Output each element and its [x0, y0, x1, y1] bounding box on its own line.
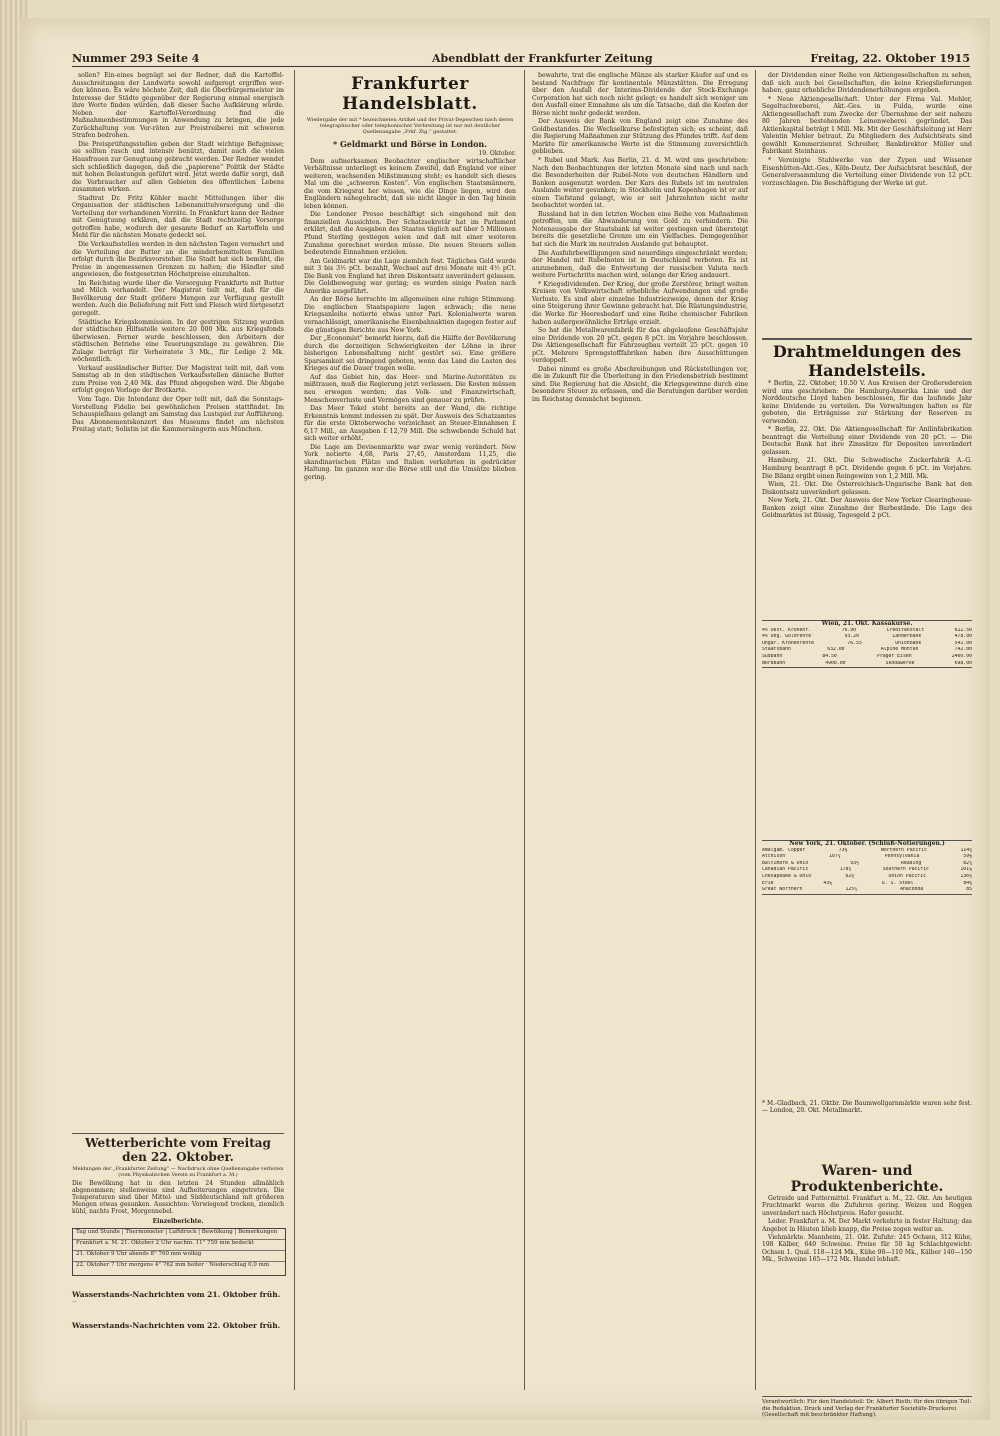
security-name: Baltimore & Ohio	[762, 860, 809, 866]
section-divider	[72, 1133, 284, 1134]
security-price: 4900.00	[825, 660, 846, 666]
article-paragraph: Russland hat in den letzten Wochen eine Reihe von Maßnahmen getroffen, um die Abwanderung von Gold zu verhindern. Die Notenausgabe der Staatsbank ist weiter gestiegen und übersteigt bereits die gesetzliche Grenze um ein Vielfaches. Demgegenüber hat sich die Mark im neutralen Auslande gut behauptet.	[532, 210, 748, 249]
column-rule	[755, 70, 756, 1390]
column-rule	[294, 70, 295, 1390]
security-name: Erie	[762, 880, 774, 886]
quotes-table	[762, 628, 972, 668]
article-paragraph: Die Ausfuhrbewilligungen sind neuerdings eingeschränkt worden; der Handel mit Rubelnoten ist in Deutschland verboten. Es ist anzunehmen, daß die Entwertung der russischen Valuta noch weitere Fortschritte machen wird, solange der Krieg andauert.	[532, 249, 748, 280]
weather-subtitle: Meldungen der „Frankfurter Zeitung“ — Nachdruck ohne Quellenangabe verboten (vom Physikalischen Verein zu Frankfurt a. M.)	[72, 1166, 284, 1178]
article-paragraph: Der Ausweis der Bank von England zeigt eine Zunahme des Goldbestandes. Die Wechselkurse befestigten sich; es scheint, daß die Regierung Maßnahmen zur Stützung des Pfundes trifft. Auf dem Markte für amerikanische Werte ist die Stimmung zuversichtlich geblieben.	[532, 118, 748, 156]
table-row	[762, 867, 972, 874]
commodity-reports	[762, 1163, 972, 1405]
weather-table	[72, 1228, 286, 1276]
security-name: Nordbahn	[762, 660, 786, 666]
security-price: 136½	[960, 873, 972, 879]
security-name: Reading	[901, 860, 922, 866]
article-paragraph: Leder. Frankfurt a. M. Der Markt verkehrte in fester Haltung; das Angebot in Häuten blieb knapp, die Preise zogen weiter an.	[762, 1218, 972, 1233]
security-price: 478.00	[954, 634, 972, 640]
article-paragraph: Am Geldmarkt war die Lage ziemlich fest. Tägliches Geld wurde mit 3 bis 3½ pCt. bezahlt, Wechsel auf drei Monate mit 4½ pCt. Die Bank von England hat ihren Diskontsatz unverändert gelassen. Die Goldbewegung war gering; es wurden einige Posten nach Amerika ausgeführt.	[304, 257, 516, 295]
article-paragraph: * Berlin, 22. Oktober, 10.50 V. Aus Kreisen der Großeredereien wird uns geschrieben: Die Hamburg-Amerika Linie und der Norddeutsche Lloyd haben beschlossen, für das laufende Jahr keine Dividende zu verteilen. Die Verwaltungen halten es für geboten, die Erträgnisse zur Stärkung der Reserven zu verwenden.	[762, 380, 972, 425]
table-row: 22. Oktober 7 Uhr morgens 4° 762 mm heiter · Niederschlag 0,0 mm	[76, 1262, 270, 1268]
security-name: Skodawerke	[885, 660, 915, 666]
article-paragraph: Verkauf ausländischer Butter. Der Magistrat teilt mit, daß vom Samstag ab in den städtischen Verkaufsstellen dänische Butter zum Preise von 2,40 Mk. das Pfund abgegeben wird. Die Abgabe erfolgt gegen Vorlage der Brotkarte.	[72, 364, 284, 395]
security-name: 4% Oest. Kronenr.	[762, 627, 812, 633]
security-price: 101⅞	[960, 867, 972, 873]
security-name: 4% Ung. Goldrente	[762, 634, 812, 640]
commodity-reports-body	[762, 1195, 972, 1405]
imprint: Verantwortlich: Für den Handelsteil: Dr. Albert Rieth; für den übrigen Teil: die Redaktion. Druck und Verlag der Frankfurter Societäts-Druckerei (Gesellschaft mit beschränkter Haftung).	[762, 1396, 972, 1419]
article-paragraph: sollen? Ein-eines begnügt sei der Redner, daß die Kartoffel-Ausschreitungen der Landwirte sowohl aufgeregt ergriffen wer-den können. Es wäre höchste Zeit, daß die Oberbürgermeister im Interesse der Städte gegenüber der Regierung einmal energisch ihre Worte finden würden, daß dieser Sache Aufklärung würde. Neben der Kartoffel-Verordnung find die Maßnahmenbestimmungen in Anwendung zu bringen, die jede Zurückhaltung von Vor-räten zur Preistreiberei mit schweren Strafen bedrohen.	[72, 72, 284, 140]
security-name: Alpine Montan	[880, 647, 919, 653]
security-price: 93½	[850, 860, 859, 866]
security-name: U. S. Steel	[881, 880, 914, 886]
weather-text: Die Bewölkung hat in den letzten 24 Stunden allmählich abgenommen; stellenweise sind Aufheiterungen eingetreten. Die Temperaturen sind über Mittel- und Süddeutschland mit größeren Mengen etwas gesunken. Aussichten: Vorwiegend trocken, ziemlich kühl, nachts Frost, Morgennebel.	[72, 1180, 284, 1215]
table-row: Frankfurt a. M. 21. Oktober 2 Uhr nachm. 11° 759 mm bedeckt	[73, 1240, 285, 1251]
new-york-quotes	[762, 840, 972, 895]
column-rule	[524, 70, 525, 1390]
article-paragraph: Die Verkaufsstellen werden in den nächsten Tagen vermehrt und die Verteilung der Butter an die minderbemittelten Familien erfolgt durch die Bezirksvorsteher. Die Stadt hat sich bemüht, die Preise in angemessenen Grenzen zu halten; die Händler sind angewiesen, die festgesetzten Höchstpreise einzuhalten.	[72, 241, 284, 279]
security-name: Great Northern	[762, 887, 803, 893]
security-name: Northern Pacific	[880, 847, 928, 853]
table-row	[762, 874, 972, 881]
water-levels	[72, 1290, 284, 1330]
quotes-title: Wien, 21. Okt. Kassakurse.	[821, 620, 913, 627]
article-paragraph: Stadtrat Dr. Fritz Köhler macht Mitteilungen über die Organisation der städtischen Lebensmittelversorgung und die Verteilung der vorhandenen Vorräte. In Frankfurt kann der Redner mit Genugtuung erklären, daß die Stadt rechtzeitig Vorsorge getroffen habe, wodurch der gesamte Bedarf an Kartoffeln und Mehl für die nächsten Monate gedeckt sei.	[72, 194, 284, 240]
article-paragraph: Wien, 21. Okt. Die Österreichisch-Ungarische Bank hat den Diskontsatz unverändert gelassen.	[762, 481, 972, 496]
security-price: 125¼	[845, 887, 858, 893]
article-paragraph: * Rubel und Mark. Aus Berlin, 21. d. M. wird uns geschrieben: Nach den Beobachtungen der letzten Monate sind nach und nach die Besonderheiten der Rubel-Note von deutschen Händlern und Banken ausgenutzt worden. Der Kurs des Rubels ist im neutralen Auslande weiter gesunken; in Stockholm und Kopenhagen ist er auf einen Tiefstand gelangt, wie er seit Jahrzehnten nicht mehr beobachtet worden ist.	[532, 157, 748, 210]
table-row: Tag und Stunde | Thermometer | Luftdruck | Bewölkung | Bemerkungen	[73, 1229, 285, 1240]
article-paragraph: An der Börse herrschte im allgemeinen eine ruhige Stimmung. Die englischen Staatspapiere lagen schwach; die neue Kriegsanleihe notierte etwas unter Pari. Kolonialwerte waren vernachlässigt, amerikanische Eisenbahnaktien dagegen fester auf die günstigen Berichte aus New York.	[304, 296, 516, 334]
article-paragraph: * Vereinigte Stahlwerke van der Zypen und Wissener Eisenhütten-Akt.-Ges., Köln-Deutz. Der Aufsichtsrat beschloß, der Generalversammlung die Verteilung einer Dividende von 12 pCt. vorzuschlagen. Die Beschäftigung der Werke ist gut.	[762, 157, 972, 187]
article-paragraph: Viehmärkte. Mannheim, 21. Okt. Zufuhr: 245 Ochsen, 312 Kühe, 198 Kälber, 640 Schweine. Preise für 50 kg Schlachtgewicht: Ochsen 1. Qual. 118—124 Mk., Kühe 98—110 Mk., Kälber 140—150 Mk., Schweine 165—172 Mk. Handel lebhaft.	[762, 1234, 972, 1264]
security-price: 76.55	[847, 640, 862, 646]
security-price: 82¼	[963, 860, 972, 866]
article-paragraph: Die Londoner Presse beschäftigt sich eingehend mit den finanziellen Aussichten. Der Schatzsekretär hat im Parlament erklärt, daß die Ausgaben des Staates täglich auf über 5 Millionen Pfund Sterling gestiegen seien und daß mit einer weiteren Zunahme gerechnet werden müsse. Die neuen Steuern sollen bedeutende Einnahmen erzielen.	[304, 211, 516, 257]
article-paragraph: Im Reichstag wurde über die Versorgung Frankfurts mit Butter und Milch verhandelt. Der Magistrat teilt mit, daß für die Bevölkerung der Stadt größere Mengen zur Verfügung gestellt werden. Auch die Belieferung mit Fett und Fleisch wird fortgesetzt geregelt.	[72, 279, 284, 317]
security-price: 43⅞	[823, 880, 832, 886]
article-paragraph: bewahrte, trat die englische Münze als starker Käufer auf und es bestand Nachfrage für kontinentale Münzstätten. Die Erregung über den Ausfall der Interims-Dividende der Stock-Exchange Corporation hat sich noch nicht gelegt; es handelt sich weniger um den Ausfall einer Einnahme als um die Tatsache, daß die Kosten der Börse nicht mehr gedeckt werden.	[532, 72, 748, 117]
article-paragraph: New York, 21. Okt. Der Ausweis der New Yorker Clearinghouse-Banken zeigt eine Zunahme der Barbestände. Die Lage des Geldmarktes ist flüssig, Tagesgeld 2 pCt.	[762, 497, 972, 520]
table-row	[762, 861, 972, 868]
security-name: Prager Eisen	[876, 653, 912, 659]
security-price: 107¼	[829, 854, 841, 860]
quotes-title: New York, 21. Oktober. (Schluß-Notierungen.)	[789, 840, 945, 847]
security-price: 84⅝	[963, 880, 972, 886]
security-price: 62⅜	[845, 873, 855, 879]
table-row	[762, 848, 972, 855]
security-name: Länderbank	[892, 634, 922, 640]
security-price: 114¾	[960, 847, 972, 853]
column-handelsblatt	[304, 72, 516, 1390]
table-row	[762, 854, 972, 861]
table-row	[762, 641, 972, 648]
table-row	[762, 628, 972, 635]
security-name: Southern Pacific	[882, 867, 929, 873]
security-price: 612.50	[954, 627, 972, 633]
table-row	[762, 634, 972, 641]
article-paragraph: der Dividenden einer Reihe von Aktiengesellschaften zu sehen, daß sich auch bei Gesellschaften, die keine Kriegslieferungen haben, ganz erhebliche Dividendenerhöhungen ergeben.	[762, 72, 972, 95]
water-heading: Wasserstands-Nachrichten vom 22. Oktober früh.	[72, 1321, 281, 1330]
security-name: Pennsylvania	[884, 854, 920, 860]
column-companies	[762, 72, 972, 336]
newspaper-title: Abendblatt der Frankfurter Zeitung	[432, 52, 653, 65]
security-name: Unionbank	[895, 640, 922, 646]
commodity-reports-title: Waren- und Produktenberichte.	[790, 1163, 944, 1195]
security-price: 632.00	[827, 647, 845, 653]
vienna-quotes	[762, 620, 972, 668]
article-paragraph: Die Preisprüfungsstellen geben der Stadt wichtige Befugnisse; sie sollten rasch und intensiv benützt, damit auch die vielen Hausfrauen zur Genugtuung gebracht werden. Der Redner wendet sich schließlich dagegen, daß die „papierene“ Politik der Städte mit hohen Belastungen geführt wird. Jetzt werde dafür sorgt, daß die Verbraucher auf allen Gebieten des öffentlichen Lebens zusammen wirken.	[72, 140, 284, 194]
article-paragraph: Vom Tage. Die Intendanz der Oper teilt mit, daß die Sonntags-Vorstellung Fidelio bei gewöhnlichen Preisen stattfindet. Im Schauspielhaus gelangt am Samstag das Lustspiel zur Aufführung. Das Abonnementskonzert des Museums findet am nächsten Freitag statt; Solistin ist die Kammersängerin aus München.	[72, 395, 284, 434]
page-header	[72, 52, 970, 67]
article-date: 19. Oktober.	[478, 150, 516, 157]
security-name: Canadian Pacific	[762, 867, 809, 873]
security-price: 2460.00	[951, 653, 972, 659]
article-paragraph: Dabei nimmt es große Abschreibungen und Rückstellungen vor, die in Zukunft für die Überleitung in den Friedensbetrieb bestimmt sind. Die Regierung hat die Absicht, die Kriegsgewinne durch eine besondere Steuer zu erfassen, und die Beratungen darüber werden im Reichstag demnächst beginnen.	[532, 365, 748, 403]
security-price: 178¾	[839, 867, 852, 873]
table-row	[762, 654, 972, 661]
article-paragraph: So hat die Metallwarenfabrik für das abgelaufene Geschäftsjahr eine Dividende von 20 pCt. gegen 8 pCt. im Vorjahre beschlossen. Die Aktiengesellschaft für Fahrzeugbau verteilt 25 pCt. gegen 10 pCt. Mehrere Sprengstofffabriken haben ihre Ausschüttungen verdoppelt.	[532, 327, 748, 365]
article-paragraph: * Neue Aktiengesellschaft. Unter der Firma Val. Mehler, Segeltuchweberei, Akt.-Ges. in Fulda, wurde eine Aktiengesellschaft zum Zwecke der Übernahme der seit nahezu 80 Jahren bestehenden Leinenweberei gegründet. Das Aktienkapital beträgt 1 Mill. Mk. Mit der Geschäftsleitung ist Herr Valentin Mehler betraut. Zu Mitgliedern des Aufsichtsrats sind gewählt Kommerzienrat Schreiber, Bankdirektor Müller und Fabrikant Steinhaus.	[762, 95, 972, 156]
security-name: Amalgam. Copper	[762, 847, 806, 853]
quotes-table	[762, 848, 972, 894]
issue-date: Freitag, 22. Oktober 1915	[810, 52, 970, 65]
reprint-notice: Wiedergabe der mit * bezeichneten Artikel und der Privat-Depeschen nach deren telegraphischer oder telephonischer Verbreitung ist nur mit deutlicher Quellenangabe „Frkf. Ztg.“ gestattet.	[306, 117, 514, 135]
security-name: Südbahn	[762, 653, 783, 659]
security-price: 59⅛	[963, 854, 972, 860]
issue-number: Nummer 293 Seite 4	[72, 52, 200, 65]
column-local-news	[72, 72, 284, 1130]
article-paragraph: * Berlin, 22. Okt. Die Aktiengesellschaft für Anilinfabrikation beantragt die Verteilung einer Dividende von 20 pCt. — Die Deutsche Bank hat ihre Zinssätze für Depositen unverändert gelassen.	[762, 426, 972, 456]
security-price: 76.90	[841, 627, 857, 633]
table-row	[762, 661, 972, 668]
article-paragraph: Getreide und Futtermittel. Frankfurt a. M., 22. Okt. Am heutigen Fruchtmarkt waren die Zufuhren gering. Weizen und Roggen unverändert nach Höchstpreis. Hafer gesucht.	[762, 1195, 972, 1217]
section-divider	[762, 338, 972, 340]
security-name: Atchison	[762, 854, 786, 860]
security-name: Staatsbahn	[762, 647, 791, 653]
article-paragraph: Das Meer Tekel steht bereits an der Wand, die richtige Erkenntnis kommt indessen zu spät. Der Ausweis des Schatzamtes für die erste Oktoberwoche verzeichnet an Steuer-Einnahmen £ 6,17 Mill., an Ausgaben £ 12,79 Mill. Die schwebende Schuld hat sich weiter erhöht.	[304, 405, 516, 443]
security-name: Ungar. Kronenrente	[762, 640, 814, 646]
market-brief: * M.-Gladbach, 21. Oktbr. Die Baumwollgarnmärkte waren sehr fest. — London, 20. Okt. Metallmarkt.	[762, 1100, 972, 1115]
wire-reports-title: Drahtmeldungen des Handelsteils.	[772, 342, 962, 380]
table-row	[762, 887, 972, 894]
water-table: —	[72, 1299, 77, 1305]
handelsblatt-masthead: Frankfurter Handelsblatt.	[342, 74, 478, 114]
weather-title: Wetterberichte vom Freitag den 22. Oktober.	[85, 1136, 271, 1164]
article-paragraph: Hamburg, 21. Okt. Die Schwedische Zuckerfabrik A.-G. Hamburg beantragt 8 pCt. Dividende gegen 6 pCt. im Vorjahre. Die Bilanz ergibt einen Reingewinn von 1,2 Mill. Mk.	[762, 457, 972, 480]
table-row	[762, 647, 972, 654]
article-heading: * Geldmarkt und Börse in London.	[332, 139, 488, 149]
article-paragraph: Die Lage am Devisenmarkte war zwar wenig verändert. New York notierte 4,68, Paris 27,45, Amsterdam 11,25, die skandinavischen Plätze und Italien verkehrten in gedrückter Haltung. Im ganzen war die Börse still und die Umsätze blieben gering.	[304, 443, 516, 481]
security-name: Creditanstalt	[886, 627, 925, 633]
weather-table-title: Einzelberichte.	[152, 1218, 204, 1225]
security-price: 93.20	[844, 634, 859, 640]
security-name: Union Pacific	[888, 873, 927, 879]
security-price: 742.00	[954, 647, 972, 653]
article-paragraph: Dem aufmerksamen Beobachter englischer wirtschaftlicher Verhältnisse unterliegt es keinem Zweifel, daß England vor einer weiteren, wachsenden Mißstimmung steht; es handelt sich dieses Mal um die „schweren Kosten“. Von englischen Staatsmännern, die vom Kriegsrat her wissen, wie die Dinge liegen, wird den Engländern nahegebracht, daß sie nicht länger in den Tag hinein leben können.	[304, 157, 516, 210]
security-price: 73⅛	[838, 847, 848, 853]
security-name: Anaconda	[900, 887, 924, 893]
article-paragraph: Städtische Kriegskommission. In der gestrigen Sitzung wurden der städtischen Hilfsstelle weitere 20 000 Mk. aus Kriegsfonds überwiesen. Ferner wurde beschlossen, den Arbeitern der städtischen Betriebe eine Teuerungszulage zu gewähren. Die Zulage beträgt für Verheiratete 3 Mk., für Ledige 2 Mk. wöchentlich.	[72, 318, 284, 364]
weather-report	[72, 1136, 284, 1312]
security-price: 84.50	[822, 653, 837, 659]
column-finance	[532, 72, 748, 1390]
security-price: 698.00	[954, 660, 972, 666]
table-row: 21. Oktober 9 Uhr abends 8° 760 mm wolkig	[73, 1251, 285, 1262]
table-row	[762, 881, 972, 888]
article-paragraph: * Kriegsdividenden. Der Krieg, der große Zerstörer, bringt weiten Kreisen von Volkswirtschaft erhebliche Aufwendungen und große Verluste. Es sind aber einzelne Industriezweige, denen der Krieg eine Steigerung ihrer Gewinne gebracht hat. Die Rüstungsindustrie, die Werke für Heeresbedarf und eine Reihe chemischer Fabriken haben außergewöhnliche Erträge erzielt.	[532, 280, 748, 326]
article-paragraph: Auf das Gebiet hin, das Heer- und Marine-Autoritäten zu mißtrauen, muß die Regierung jetzt verlassen. Die Kosten müssen neu erwogen werden; das Volk- und Finanzwirtschaft, Menschenverluste und Vermögen sind genauer zu prüfen.	[304, 373, 516, 404]
security-price: 541.00	[954, 640, 972, 646]
security-price: 85	[966, 887, 972, 893]
security-name: Chesapeake & Ohio	[762, 873, 812, 879]
water-heading: Wasserstands-Nachrichten vom 21. Oktober früh.	[72, 1290, 281, 1299]
article-paragraph: Der „Economist“ bemerkt hierzu, daß die Hälfte der Bevölkerung durch die derzeitigen Schwierigkeiten der Löhne in ihrer bisherigen Lebenshaltung nicht gestört sei. Eine größere Sparsamkeit sei dringend geboten, wenn das Land die Lasten des Krieges auf die Dauer tragen wolle.	[304, 335, 516, 373]
